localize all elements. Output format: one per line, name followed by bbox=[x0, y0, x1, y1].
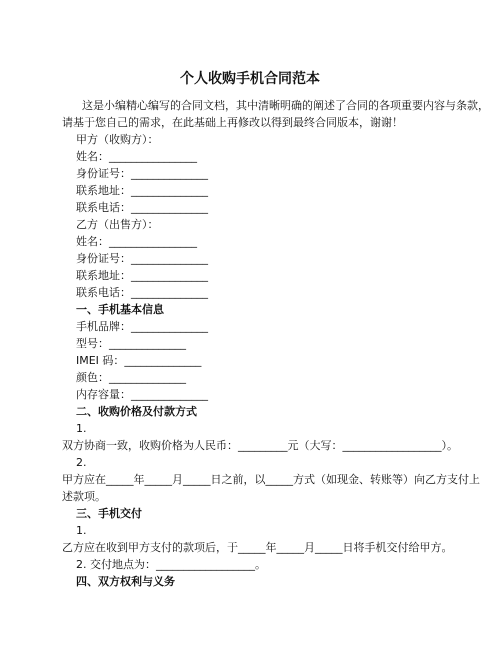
section-3-item-1-text: 乙方应在收到甲方支付的款项后，于_____年_____月_____日将手机交付给甲方。 bbox=[62, 541, 453, 554]
section-3-item-1-number: 1. bbox=[76, 524, 87, 537]
party-a-name-field: 姓名：________________ bbox=[76, 150, 197, 163]
section-2-item-2-text-line-1: 甲方应在_____年_____月_____日之前，以_____方式（如现金、转账等）向乙方支付上 bbox=[62, 473, 480, 486]
document-title: 个人收购手机合同范本 bbox=[180, 71, 320, 87]
imei-field: IMEI 码：______________ bbox=[76, 354, 202, 367]
section-1-heading: 一、手机基本信息 bbox=[76, 303, 164, 316]
intro-line-2: 请基于您自己的需求，在此基础上再修改以得到最终合同版本，谢谢！ bbox=[62, 116, 403, 129]
section-2-item-2-text-line-2: 述款项。 bbox=[62, 490, 106, 503]
party-a-address-field: 联系地址：______________ bbox=[76, 184, 208, 197]
phone-model-field: 型号：______________ bbox=[76, 337, 186, 350]
section-2-item-1-number: 1. bbox=[76, 422, 87, 435]
party-b-id-field: 身份证号：______________ bbox=[76, 252, 208, 265]
party-b-phone-field: 联系电话：______________ bbox=[76, 286, 208, 299]
section-4-heading: 四、双方权利与义务 bbox=[76, 575, 175, 588]
section-2-item-1-text: 双方协商一致，收购价格为人民币：_________元（大写：__________________）。 bbox=[62, 439, 458, 452]
party-a-heading: 甲方（收购方）： bbox=[76, 133, 159, 146]
party-b-address-field: 联系地址：______________ bbox=[76, 269, 208, 282]
section-2-item-2-number: 2. bbox=[76, 456, 87, 469]
party-b-name-field: 姓名：________________ bbox=[76, 235, 197, 248]
phone-brand-field: 手机品牌：______________ bbox=[76, 320, 208, 333]
party-a-id-field: 身份证号：______________ bbox=[76, 167, 208, 180]
party-b-heading: 乙方（出售方）： bbox=[76, 218, 159, 231]
storage-field: 内存容量：______________ bbox=[76, 388, 208, 401]
party-a-phone-field: 联系电话：______________ bbox=[76, 201, 208, 214]
section-3-item-2-text: 2. 交付地点为：__________________。 bbox=[76, 558, 266, 571]
section-2-heading: 二、收购价格及付款方式 bbox=[76, 405, 197, 418]
intro-line-1: 这是小编精心编写的合同文档，其中清晰明确的阐述了合同的各项重要内容与条款， bbox=[82, 99, 489, 112]
color-field: 颜色：______________ bbox=[76, 371, 186, 384]
section-3-heading: 三、手机交付 bbox=[76, 507, 142, 520]
